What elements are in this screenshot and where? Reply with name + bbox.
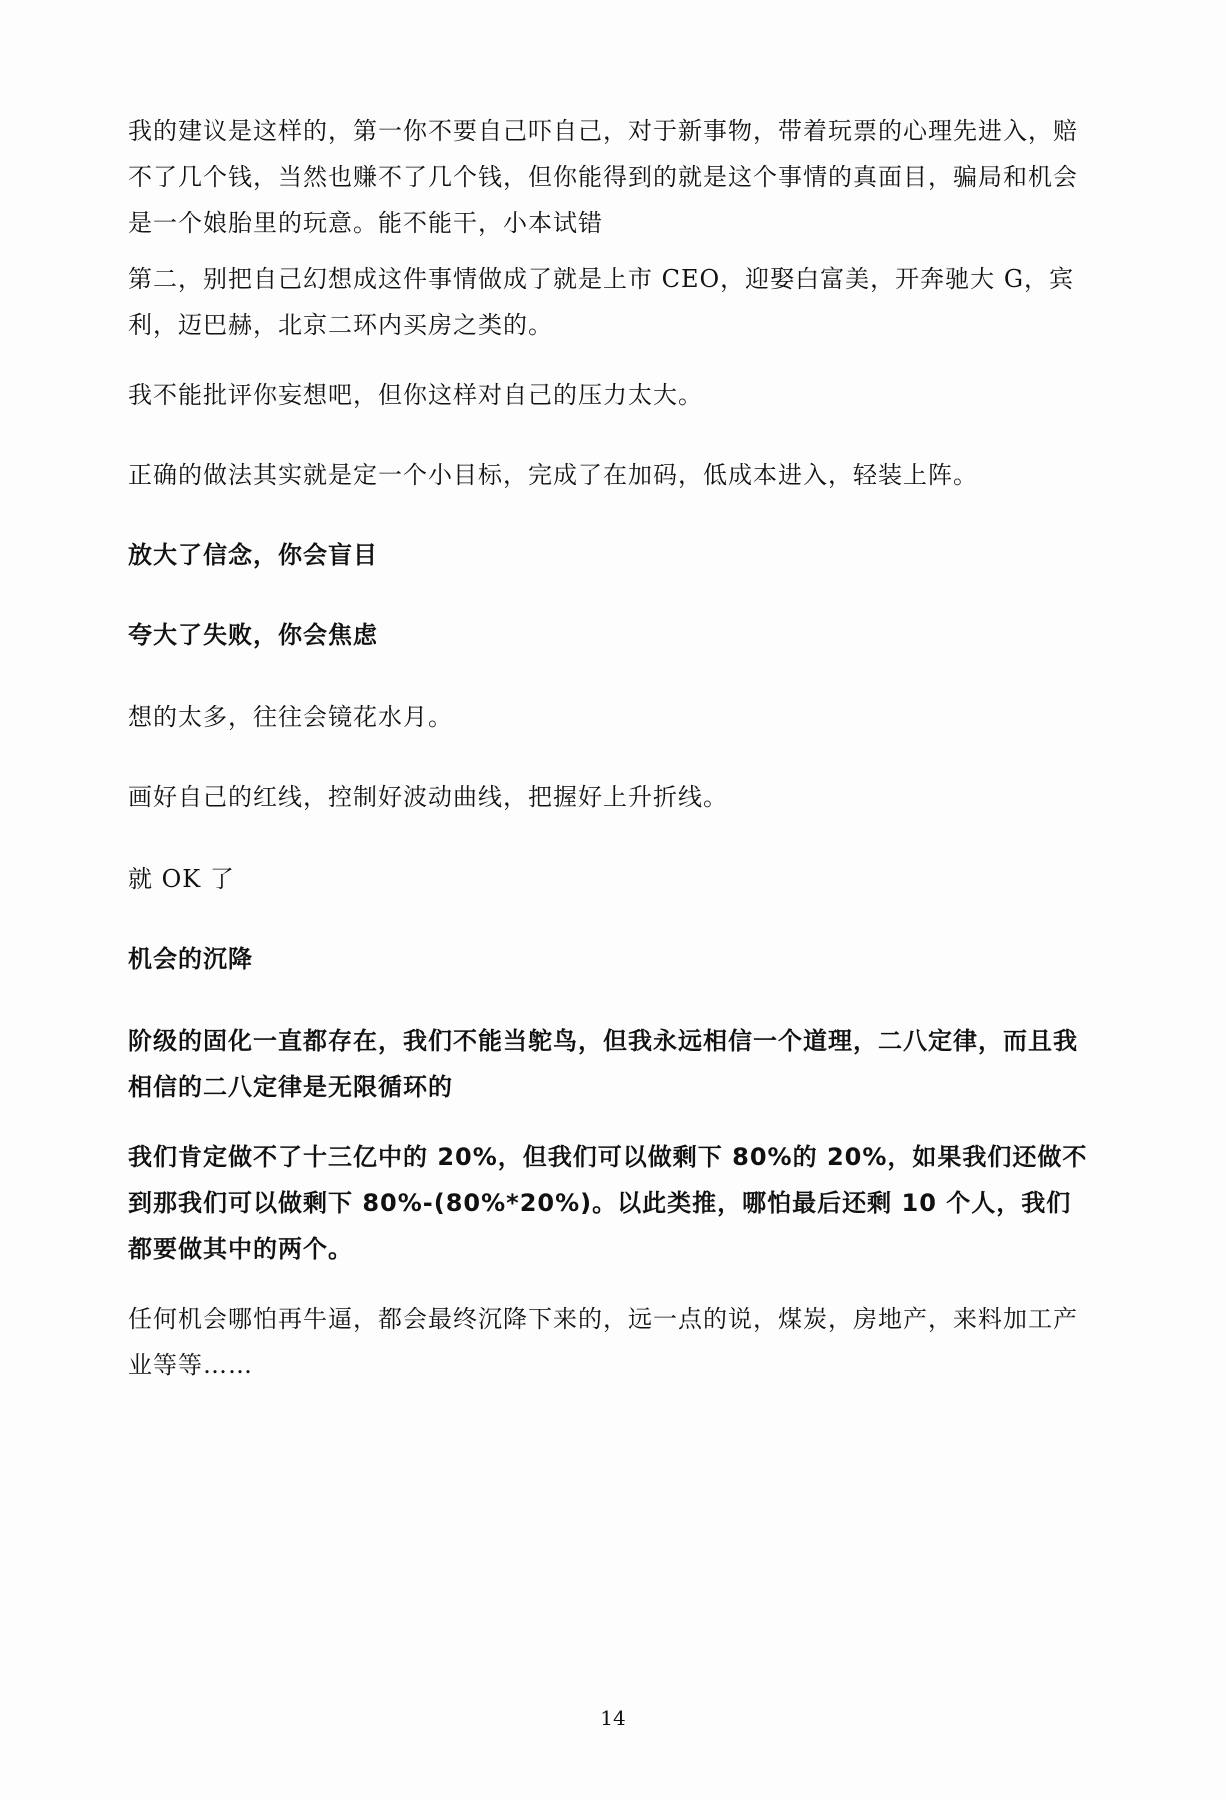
paragraph-red-line: 画好自己的红线，控制好波动曲线，把握好上升折线。 — [128, 783, 728, 811]
paragraph-advice-second: 第二，别把自己幻想成这件事情做成了就是上市 CEO，迎娶白富美，开奔驰大 G，宾利，迈巴赫，北京二环内买房之类的。 — [128, 265, 1074, 339]
paragraph-class-solidification: 阶级的固化一直都存在，我们不能当鸵鸟，但我永远相信一个道理，二八定律，而且我相信的二八定律是无限循环的 — [128, 1027, 1078, 1101]
paragraph-correct-approach: 正确的做法其实就是定一个小目标，完成了在加码，低成本进入，轻装上阵。 — [128, 461, 978, 489]
paragraph-failure: 夸大了失败，你会焦虑 — [128, 621, 378, 649]
section-heading: 机会的沉降 — [128, 945, 253, 973]
paragraph-overthinking: 想的太多，往往会镜花水月。 — [128, 703, 453, 731]
paragraph-pareto-loop: 我们肯定做不了十三亿中的 20%，但我们可以做剩下 80%的 20%，如果我们还做不到那我们可以做剩下 80%-(80%*20%)。以此类推，哪怕最后还剩 10 个人，我们都要做其中的两个。 — [128, 1143, 1088, 1263]
paragraph-pressure: 我不能批评你妄想吧，但你这样对自己的压力太大。 — [128, 381, 703, 409]
page-number: 14 — [600, 1706, 626, 1730]
paragraph-advice-first: 我的建议是这样的，第一你不要自己吓自己，对于新事物，带着玩票的心理先进入，赔不了几个钱，当然也赚不了几个钱，但你能得到的就是这个事情的真面目，骗局和机会是一个娘胎里的玩意。能不能干，小本试错 — [128, 117, 1078, 237]
paragraph-opportunity-settling: 任何机会哪怕再牛逼，都会最终沉降下来的，远一点的说，煤炭，房地产，来料加工产业等等…… — [128, 1305, 1078, 1379]
paragraph-belief: 放大了信念，你会盲目 — [128, 541, 378, 569]
paragraph-ok: 就 OK 了 — [128, 865, 235, 893]
